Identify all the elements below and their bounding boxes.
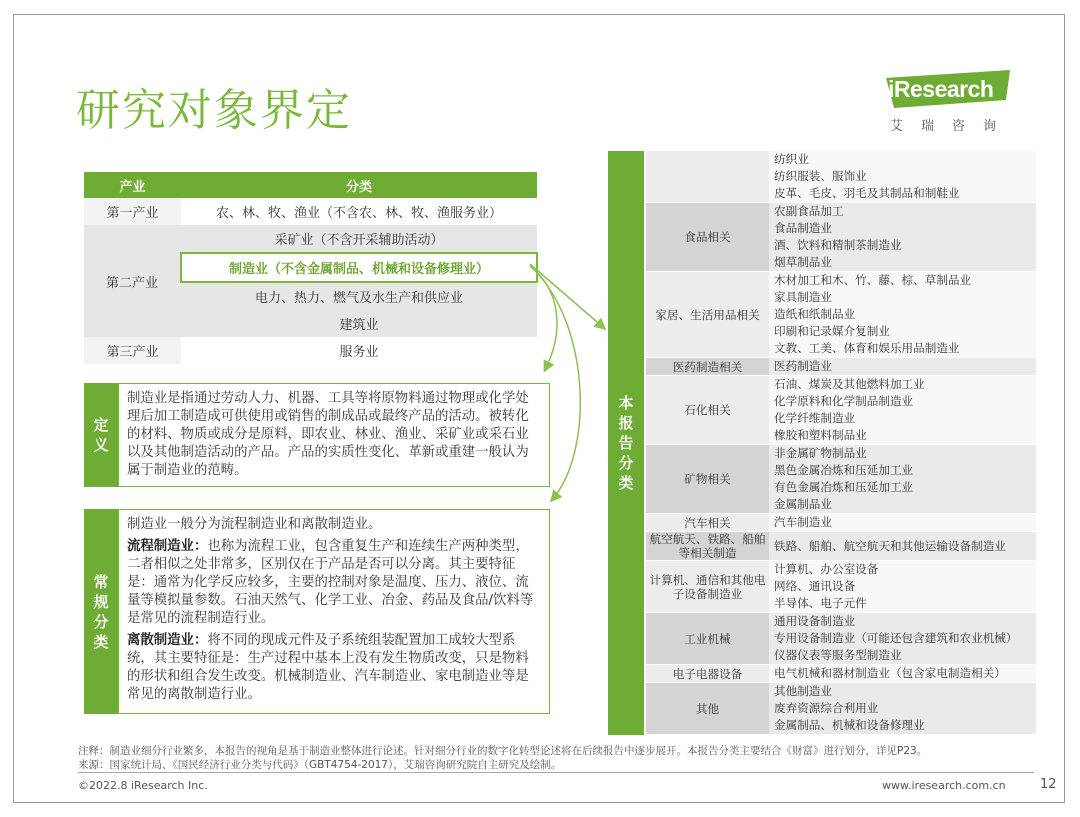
- classification-item: 皮革、毛皮、羽毛及其制品和制鞋业: [774, 186, 960, 200]
- secondary-item-construction: 建筑业: [181, 310, 537, 337]
- header-category: 分类: [181, 172, 537, 198]
- classification-item: 废弃资源综合利用业: [774, 701, 879, 715]
- classification-item: 文教、工美、体育和娱乐用品制造业: [774, 341, 960, 355]
- definition-text: 制造业是指通过劳动人力、机器、工具等将原物料通过物理或化学处理后加工制造成可供使用或销售的制成品或最终产品的活动。被转化的材料、物质或成分是原料，即农业、林业、渔业、采矿业或采石业以及其他制造活动的产品。产品的实质性变化、革新或重建一般认为属于制造业的范畴。: [127, 391, 529, 478]
- classification-item: 化学纤维制造业: [774, 411, 856, 425]
- secondary-item-mining: 采矿业（不含开采辅助活动）: [181, 225, 537, 253]
- classification-item: 食品制造业: [774, 221, 832, 235]
- classification-item: 橡胶和塑料制品业: [774, 428, 867, 442]
- classification-row: [646, 376, 1036, 445]
- classification-row: [646, 272, 1036, 358]
- classification-items: [769, 376, 1036, 445]
- classification-category: 计算机、通信和其他电子设备制造业: [646, 561, 769, 613]
- classification-row: [646, 561, 1036, 613]
- classification-row: [646, 665, 1036, 683]
- classification-item: 农副食品加工: [774, 204, 844, 218]
- classification-row: [646, 151, 1036, 203]
- report-classification-table: [646, 151, 1036, 735]
- classification-item: 烟草制品业: [774, 255, 832, 269]
- arrow-to-report-classification: [530, 264, 604, 328]
- primary-industry-name: 第一产业: [84, 198, 181, 225]
- footer-website: www.iresearch.com.cn: [882, 779, 1006, 792]
- footer-divider: [78, 772, 1034, 773]
- classification-intro: 制造业一般分为流程制造业和离散制造业。: [127, 517, 382, 532]
- classification-item: 其他制造业: [774, 684, 832, 698]
- classification-category: 石化相关: [646, 376, 769, 445]
- classification-row: [646, 514, 1036, 532]
- classification-items: [769, 514, 1036, 532]
- secondary-industry-name: 第二产业: [84, 225, 181, 337]
- classification-item: 计算机、办公室设备: [774, 562, 879, 576]
- tertiary-industry-name: 第三产业: [84, 337, 181, 364]
- classification-row: [646, 203, 1036, 272]
- classification-item: 仪器仪表等服务型制造业: [774, 648, 902, 662]
- classification-category: 工业机械: [646, 613, 769, 665]
- secondary-item-manufacturing: 制造业（不含金属制品、机械和设备修理业）: [181, 253, 537, 282]
- classification-items: [769, 665, 1036, 683]
- classification-category: 其他: [646, 683, 769, 735]
- classification-item: 造纸和纸制品业: [774, 307, 856, 321]
- classification-item: 石油、煤炭及其他燃料加工业: [774, 377, 925, 391]
- classification-item: 专用设备制造业（可能还包含建筑和农业机械）: [774, 631, 1018, 645]
- classification-item: 汽车制造业: [774, 515, 832, 529]
- classification-item: 家具制造业: [774, 290, 832, 304]
- classification-category: [646, 151, 769, 203]
- classification-item: 医药制造业: [774, 359, 832, 373]
- classification-category: 航空航天、铁路、船舶等相关制造: [646, 532, 769, 561]
- secondary-item-utilities: 电力、热力、燃气及水生产和供应业: [181, 282, 537, 310]
- classification-label: 常规分类: [84, 509, 118, 714]
- footer-copyright: ©2022.8 iResearch Inc.: [78, 779, 208, 792]
- classification-items: [769, 532, 1036, 561]
- page-number: 12: [1040, 777, 1057, 792]
- classification-row: [646, 532, 1036, 561]
- source-text: 来源：国家统计局、《国民经济行业分类与代码》（GBT4754-2017），艾瑞咨询研究院自主研究及绘制。: [78, 759, 562, 771]
- classification-category: 矿物相关: [646, 445, 769, 514]
- classification-items: [769, 613, 1036, 665]
- classification-item: 金属制品、机械和设备修理业: [774, 718, 925, 732]
- classification-category: 汽车相关: [646, 514, 769, 532]
- classification-items: [769, 272, 1036, 358]
- logo-subtitle: 艾瑞咨询: [890, 119, 1015, 134]
- classification-item: 酒、饮料和精制茶制造业: [774, 238, 902, 252]
- classification-items: [769, 683, 1036, 735]
- tertiary-industry-item: 服务业: [339, 345, 379, 360]
- classification-items: [769, 561, 1036, 613]
- classification-item: 木材加工和木、竹、藤、棕、草制品业: [774, 273, 972, 287]
- classification-category: 食品相关: [646, 203, 769, 272]
- classification-item: 黑色金属冶炼和压延加工业: [774, 463, 914, 477]
- classification-items: [769, 151, 1036, 203]
- classification-row: [646, 613, 1036, 665]
- header-industry: 产业: [84, 172, 181, 198]
- classification-item: 纺织服装、服饰业: [774, 169, 867, 183]
- classification-item: 印刷和记录媒介复制业: [774, 324, 890, 338]
- classification-category: 家居、生活用品相关: [646, 272, 769, 358]
- classification-item: 纺织业: [774, 152, 809, 166]
- classification-item: 化学原料和化学制品制造业: [774, 394, 914, 408]
- classification-item: 有色金属冶炼和压延加工业: [774, 480, 914, 494]
- classification-items: [769, 445, 1036, 514]
- classification-item: 金属制品业: [774, 497, 832, 511]
- note-text: 注释：制造业细分行业繁多，本报告的视角是基于制造业整体进行论述。针对细分行业的数字化转型论述将在后续报告中逐步展开。本报告分类主要结合《财富》进行划分，详见P23。: [78, 745, 928, 757]
- classification-row: [646, 445, 1036, 514]
- logo-brand: iResearch: [888, 76, 994, 102]
- process-text: 也称为流程工业，包含重复生产和连续生产两种类型，二者相似之处非常多，区别仅在于产品是否可以分离。其主要特征是：通常为化学反应较多，主要的控制对象是温度、压力、液位、流量等模拟量参数。石油天然气、化学工业、冶金、药品及食品/饮料等是常见的流程制造行业。: [127, 539, 534, 626]
- classification-category: 电子电器设备: [646, 665, 769, 683]
- classification-item: 网络、通讯设备: [774, 579, 856, 593]
- discrete-text: 将不同的现成元件及子系统组装配置加工成较大型系统，其主要特征是：生产过程中基本上没有发生物质改变，只是物料的形状和组合发生改变。机械制造业、汽车制造业、家电制造业等是常见的离散制造行业。: [127, 633, 529, 702]
- classification-row: [646, 683, 1036, 735]
- classification-items: [769, 358, 1036, 376]
- report-classification-label: 本报告分类: [608, 151, 644, 735]
- classification-item: 非金属矿物制品业: [774, 446, 867, 460]
- discrete-title: 离散制造业：: [127, 633, 208, 648]
- process-title: 流程制造业：: [127, 539, 208, 554]
- definition-label: 定义: [84, 383, 118, 487]
- classification-item: 电气机械和器材制造业（包含家电制造相关）: [774, 666, 1006, 680]
- notes: [78, 744, 927, 772]
- page-title: 研究对象界定: [76, 85, 352, 136]
- classification-items: [769, 203, 1036, 272]
- primary-industry-item: 农、林、牧、渔业（不含农、林、牧、渔服务业）: [215, 206, 502, 221]
- classification-row: [646, 358, 1036, 376]
- classification-item: 通用设备制造业: [774, 614, 856, 628]
- classification-item: 半导体、电子元件: [774, 596, 867, 610]
- classification-category: 医药制造相关: [646, 358, 769, 376]
- classification-item: 铁路、船舶、航空航天和其他运输设备制造业: [774, 538, 1006, 553]
